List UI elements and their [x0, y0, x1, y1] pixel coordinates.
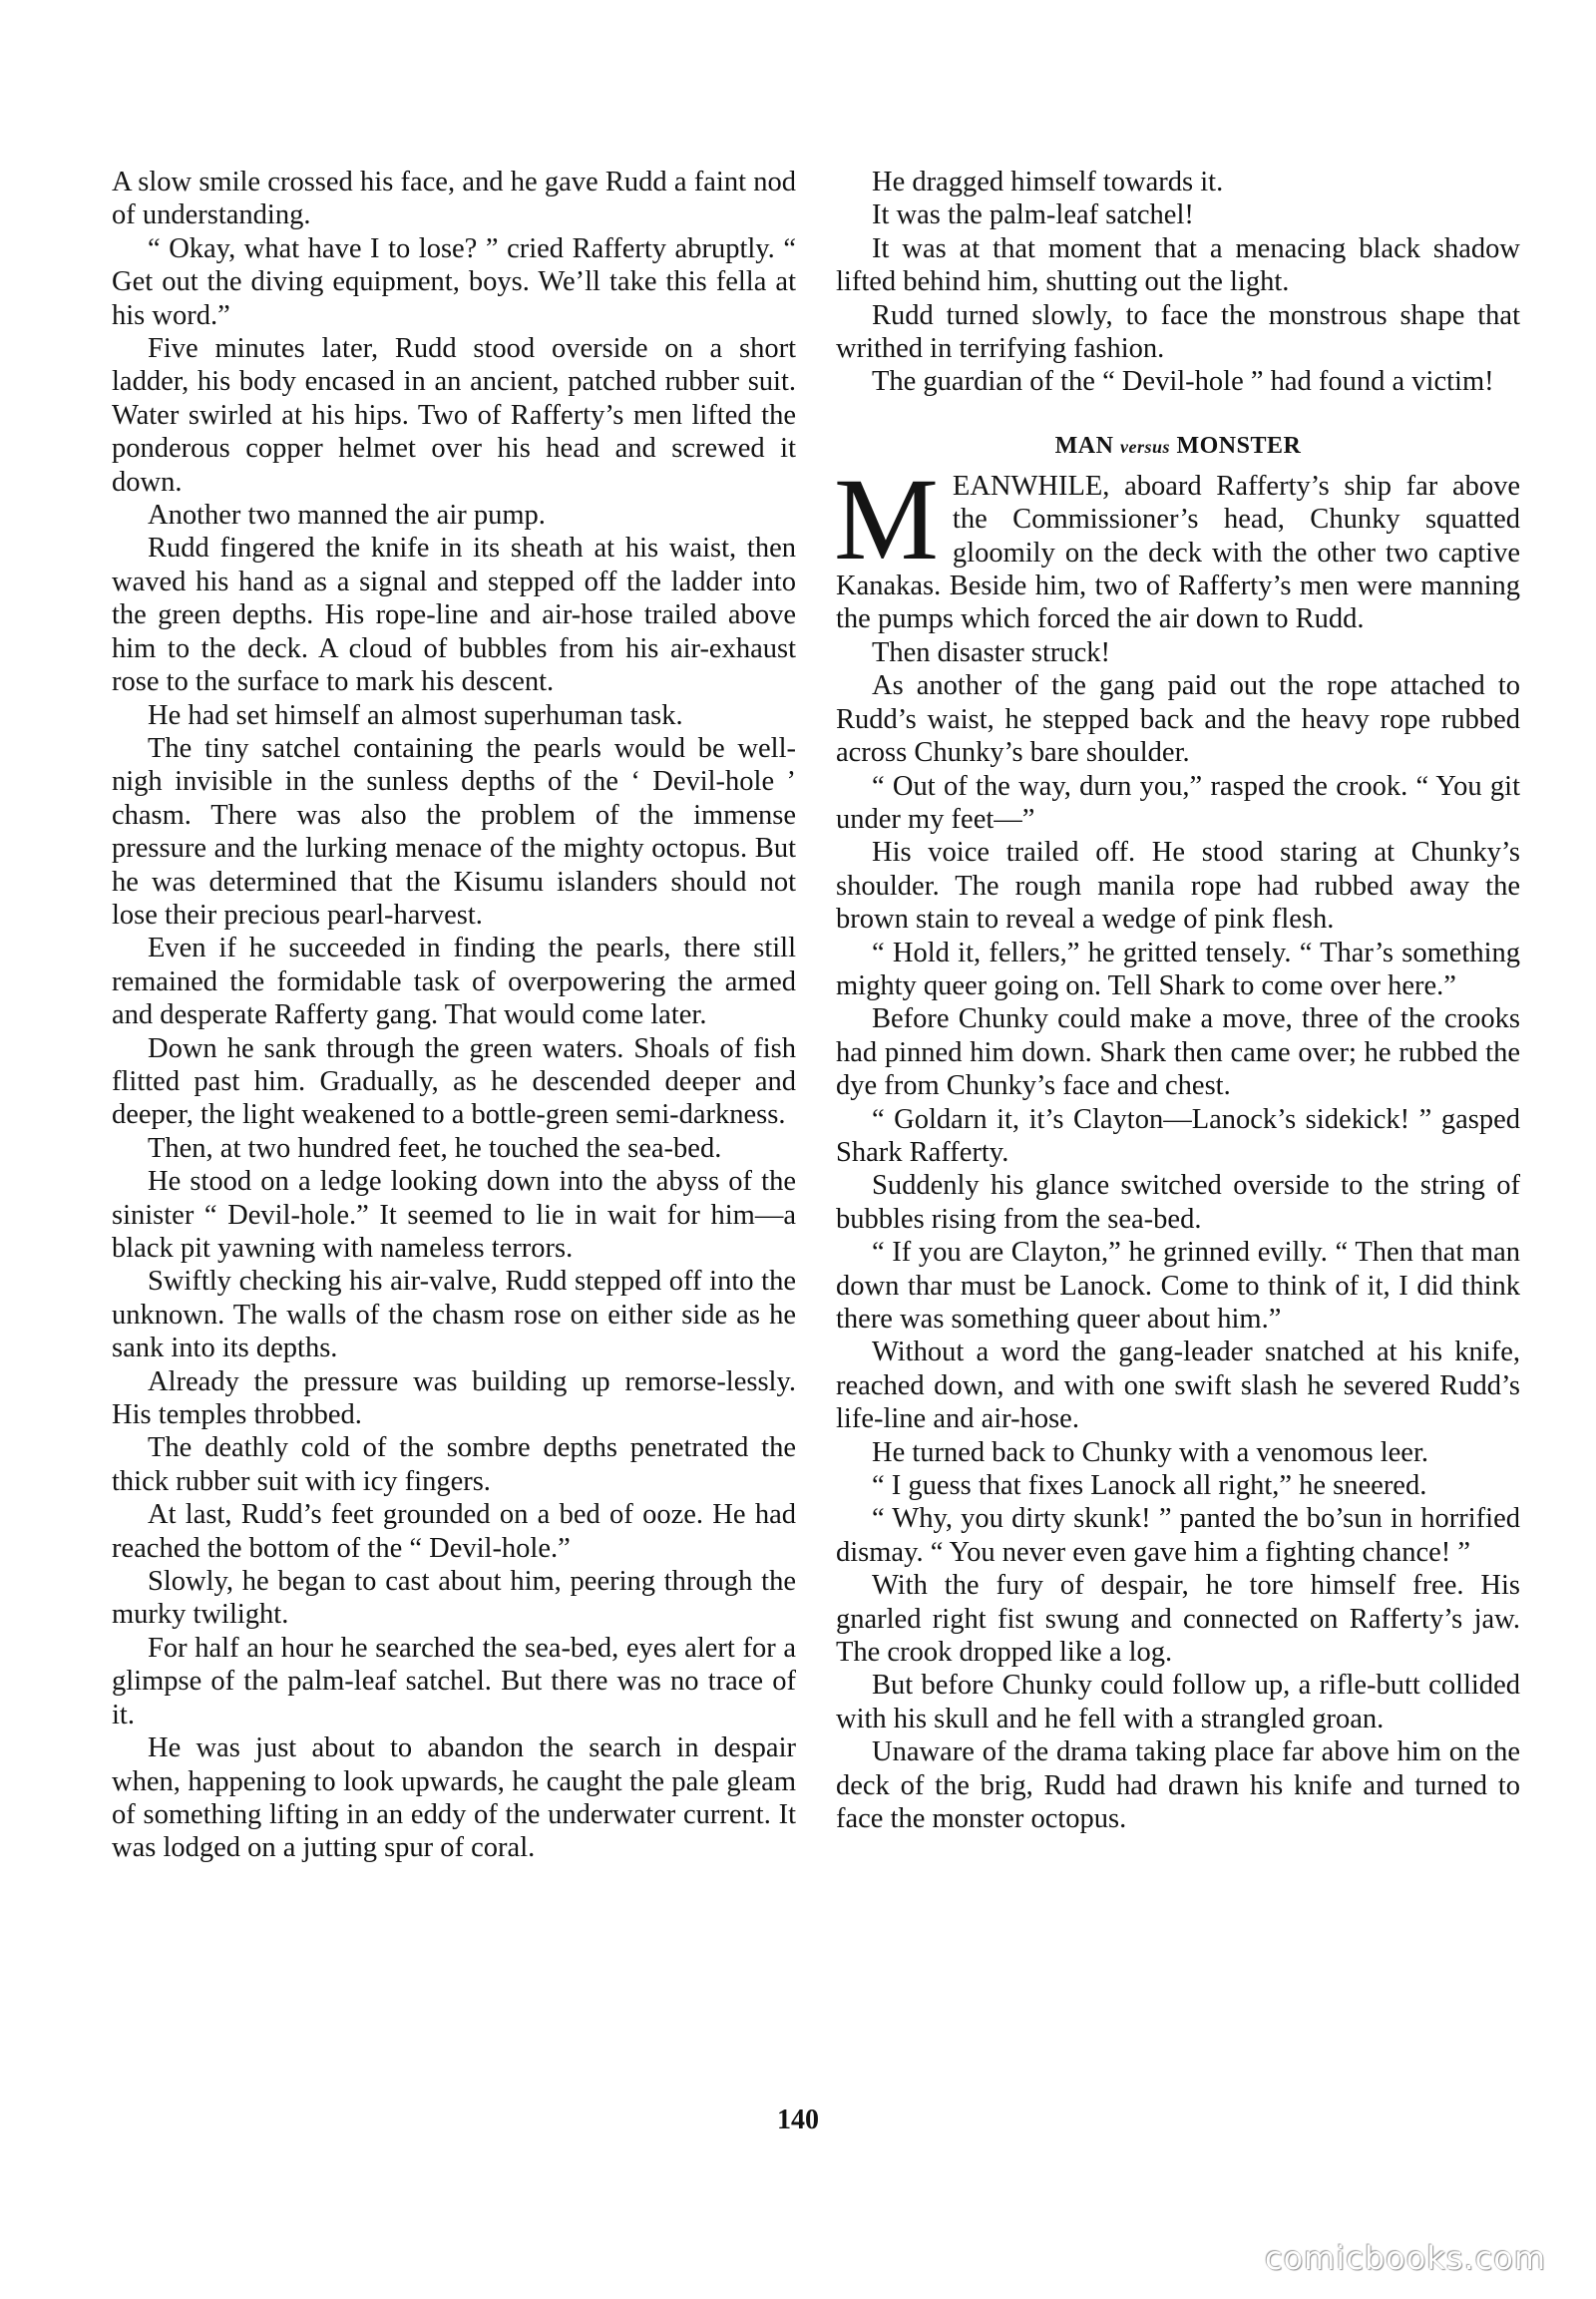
page-number: 140 [777, 2105, 819, 2135]
paragraph: As another of the gang paid out the rope attached to Rudd’s waist, he stepped back and the heavy rope rubbed across Chunky’s bare shoulder. [836, 670, 1520, 769]
paragraph: The deathly cold of the sombre depths penetrated the thick rubber suit with icy fingers. [112, 1432, 796, 1497]
paragraph: He was just about to abandon the search in despair when, happening to look upwards, he caught the pale gleam of something lifting in an eddy of the underwater current. It was lodged on a jutting spur of coral. [112, 1732, 796, 1864]
paragraph: The tiny satchel containing the pearls would be well-nigh invisible in the sunless depths of the ‘ Devil-hole ’ chasm. There was also the problem of the immense pressure and the lurking menace of the mighty octopus. But he was determined that the Kisumu islanders should not lose their precious pearl-harvest. [112, 732, 796, 931]
paragraph: But before Chunky could follow up, a rifle-butt collided with his skull and he fell with a strangled groan. [836, 1670, 1520, 1734]
paragraph: Then, at two hundred feet, he touched the sea-bed. [148, 1132, 722, 1164]
paragraph: Slowly, he began to cast about him, peering through the murky twilight. [112, 1566, 796, 1631]
paragraph: “ I guess that fixes Lanock all right,” he sneered. [872, 1470, 1427, 1502]
dropcap-paragraph [834, 453, 1520, 636]
paragraph: “ Out of the way, durn you,” rasped the crook. “ You git under my feet—” [836, 770, 1520, 835]
heading-versus: versus [1119, 436, 1170, 457]
paragraph: His voice trailed off. He stood staring at Chunky’s shoulder. The rough manila rope had rubbed away the brown stain to reveal a wedge of pink flesh. [836, 837, 1520, 936]
paragraph: It was at that moment that a menacing black shadow lifted behind him, shutting out the light. [836, 232, 1520, 298]
paragraph: He dragged himself towards it. [872, 167, 1224, 197]
heading-monster: MONSTER [1176, 432, 1302, 459]
paragraph: Swiftly checking his air-valve, Rudd stepped off into the unknown. The walls of the chasm rose on either side as he sank into its depths. [112, 1266, 796, 1364]
paragraph: Already the pressure was building up remorse-lessly. His temples throbbed. [112, 1365, 796, 1431]
left-column [112, 166, 796, 1865]
dropcap-paragraph-text: EANWHILE, aboard Rafferty’s ship far above the Commissioner’s head, Chunky squatted gloomily on the deck with the other two captive Kanakas. Beside him, two of Rafferty’s men were manning the pumps which forced the air down to Rudd. [836, 470, 1520, 635]
paragraph: “ Why, you dirty skunk! ” panted the bo’sun in horrified dismay. “ You never even gave him a fighting chance! ” [836, 1503, 1520, 1568]
paragraph: “ Goldarn it, it’s Clayton—Lanock’s sidekick! ” gasped Shark Rafferty. [836, 1103, 1520, 1168]
paragraph: A slow smile crossed his face, and he gave Rudd a faint nod of understanding. [112, 167, 796, 231]
paragraph: He turned back to Chunky with a venomous leer. [872, 1436, 1429, 1468]
paragraph: Rudd fingered the knife in its sheath at his waist, then waved his hand as a signal and stepped off the ladder into the green depths. His rope-line and air-hose trailed above him to the deck. A cloud of bubbles from his air-exhaust rose to the surface to mark his descent. [112, 533, 796, 698]
drop-cap: M [834, 453, 939, 584]
right-column [836, 166, 1520, 1836]
paragraph: Before Chunky could make a move, three of the crooks had pinned him down. Shark then came over; he rubbed the dye from Chunky’s face and chest. [836, 1003, 1520, 1102]
paragraph: Rudd turned slowly, to face the monstrous shape that writhed in terrifying fashion. [836, 299, 1520, 365]
paragraph: “ If you are Clayton,” he grinned evilly. “ Then that man down thar must be Lanock. Come to think of it, I did think there was something queer about him.” [836, 1237, 1520, 1335]
paragraph: Even if he succeeded in finding the pearls, there still remained the formidable task of overpowering the armed and desperate Rafferty gang. That would come later. [112, 933, 796, 1031]
paragraph: “ Okay, what have I to lose? ” cried Rafferty abruptly. “ Get out the diving equipment, boys. We’ll take this fella at his word.” [112, 232, 796, 331]
heading-man: MAN [1054, 432, 1114, 459]
watermark: comicbooks.com [1264, 2239, 1546, 2277]
paragraph: Suddenly his glance switched overside to the string of bubbles rising from the sea-bed. [836, 1170, 1520, 1235]
paragraph: He had set himself an almost superhuman task. [148, 699, 683, 731]
paragraph: It was the palm-leaf satchel! [872, 199, 1194, 231]
paragraph: At last, Rudd’s feet grounded on a bed of ooze. He had reached the bottom of the “ Devil-hole.” [112, 1499, 796, 1564]
paragraph: The guardian of the “ Devil-hole ” had found a victim! [872, 366, 1494, 398]
paragraph: For half an hour he searched the sea-bed, eyes alert for a glimpse of the palm-leaf satchel. But there was no trace of it. [112, 1632, 796, 1730]
paragraph: He stood on a ledge looking down into the abyss of the sinister “ Devil-hole.” It seemed to lie in wait for him—a black pit yawning with nameless terrors. [112, 1166, 796, 1264]
paragraph: With the fury of despair, he tore himself free. His gnarled right fist swung and connected on Rafferty’s jaw. The crook dropped like a log. [836, 1570, 1520, 1669]
paragraph: Then disaster struck! [872, 636, 1111, 668]
paragraph: Without a word the gang-leader snatched at his knife, reached down, and with one swift slash he severed Rudd’s life-line and air-hose. [836, 1337, 1520, 1435]
paragraph: “ Hold it, fellers,” he gritted tensely. “ Thar’s something mighty queer going on. Tell Shark to come over here.” [836, 937, 1520, 1001]
paragraph: Another two manned the air pump. [148, 500, 546, 532]
paragraph: Five minutes later, Rudd stood overside on a short ladder, his body encased in an ancient, patched rubber suit. Water swirled at his hips. Two of Rafferty’s men lifted the ponderous copper helmet over his head and screwed it down. [112, 333, 796, 498]
paragraph: Down he sank through the green waters. Shoals of fish flitted past him. Gradually, as he descended deeper and deeper, the light weakened to a bottle-green semi-darkness. [112, 1032, 796, 1131]
paragraph: Unaware of the drama taking place far above him on the deck of the brig, Rudd had drawn his knife and turned to face the monster octopus. [836, 1736, 1520, 1835]
